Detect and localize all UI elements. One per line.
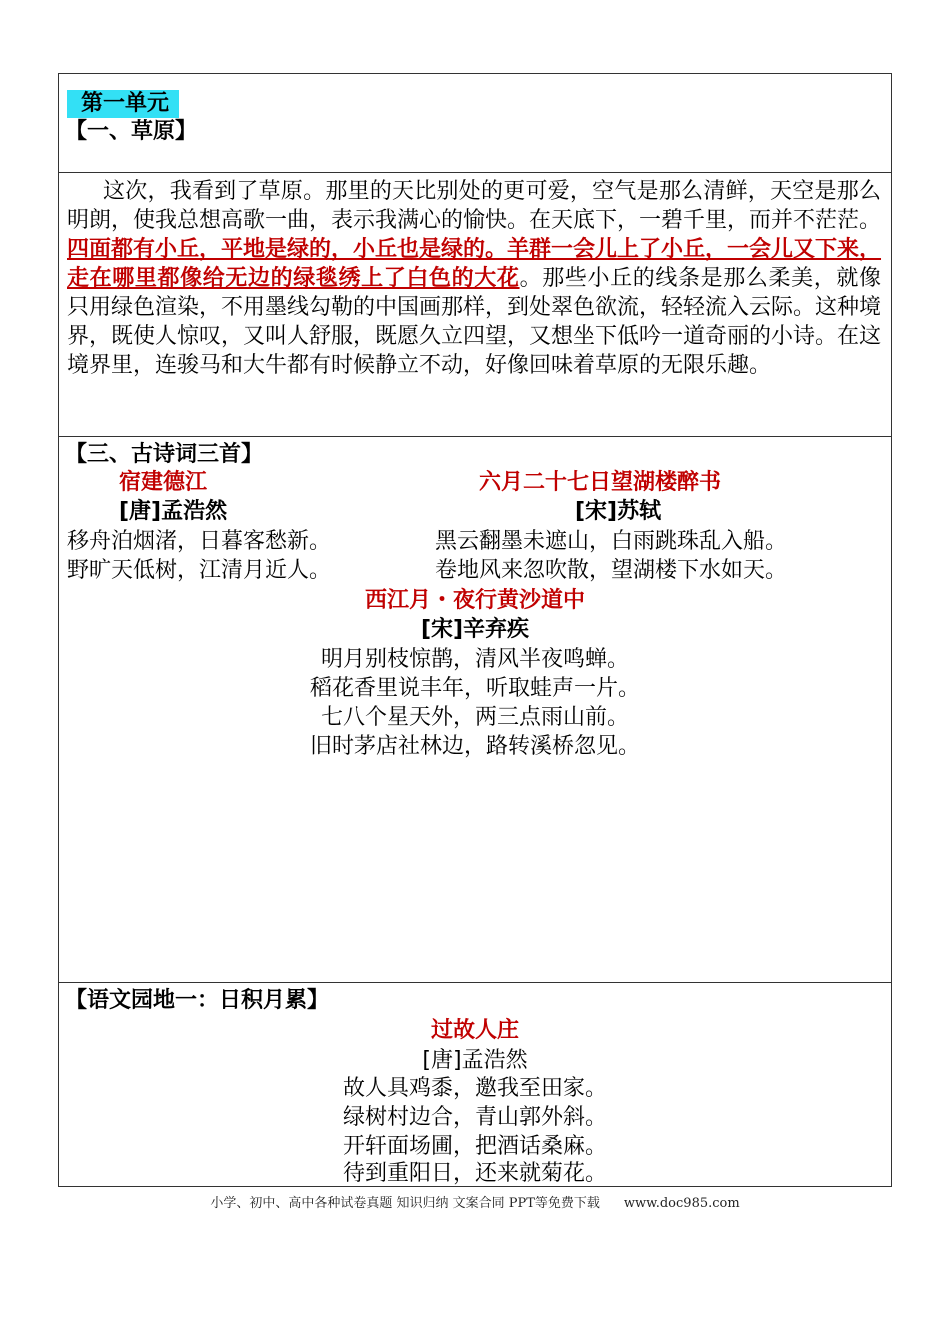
- content-table: [58, 73, 892, 1187]
- poem-author: [宋]辛弃疾: [420, 617, 530, 642]
- section-heading-poems: 【三、古诗词三首】: [65, 442, 264, 467]
- garden-cell: [59, 983, 891, 1186]
- unit-title: 第一单元: [67, 90, 179, 118]
- poem-title: 过故人庄: [430, 1018, 519, 1043]
- section-heading-prairie: 【一、草原】: [65, 119, 198, 144]
- poem-author: [宋]苏轼: [575, 499, 662, 524]
- poems-cell: [59, 437, 891, 983]
- passage-highlight: 四面都有小丘，平地是绿的，小丘也是绿的。羊群一会儿上了小丘，一会儿又下来，走在哪里都像给无边的绿毯绣上了白色的大花: [67, 237, 882, 291]
- prairie-text-cell: [59, 173, 891, 437]
- poem-line: 故人具鸡黍，邀我至田家。: [342, 1076, 607, 1101]
- poem-title: 西江月・夜行黄沙道中: [364, 588, 585, 613]
- poem-line: 移舟泊烟渚，日暮客愁新。: [67, 529, 332, 554]
- poem-line: 开轩面场圃，把酒话桑麻。: [342, 1134, 607, 1159]
- poem-line: 七八个星天外，两三点雨山前。: [320, 705, 629, 730]
- poem-line: 明月别枝惊鹊，清风半夜鸣蝉。: [320, 647, 629, 672]
- page-footer: [0, 1192, 950, 1211]
- header-cell: [59, 74, 891, 173]
- poem-author: [唐]孟浩然: [119, 499, 228, 524]
- passage-text-before: 这次，我看到了草原。那里的天比别处的更可爱，空气是那么清鲜，天空是那么明朗，使我总想高歌一曲，表示我满心的愉快。在天底下，一碧千里，而并不茫茫。: [67, 179, 882, 233]
- poem-line: 待到重阳日，还来就菊花。: [342, 1161, 607, 1186]
- poem-line: 黑云翻墨未遮山，白雨跳珠乱入船。: [435, 529, 788, 554]
- section-heading-garden: 【语文园地一：日积月累】: [65, 988, 330, 1013]
- poem-author: [唐]孟浩然: [422, 1048, 528, 1073]
- poem-line: 稻花香里说丰年，听取蛙声一片。: [309, 676, 640, 701]
- footer-text: 小学、初中、高中各种试卷真题 知识归纳 文案合同 PPT等免费下载: [210, 1196, 600, 1211]
- poem-line: 旧时茅店社林边，路转溪桥忽见。: [309, 734, 640, 759]
- footer-url[interactable]: www.doc985.com: [623, 1196, 740, 1211]
- poem-title: 宿建德江: [119, 470, 208, 495]
- poem-title: 六月二十七日望湖楼醉书: [479, 470, 722, 495]
- poem-line: 卷地风来忽吹散，望湖楼下水如天。: [435, 558, 788, 583]
- passage-text-after: 。那些小丘的线条是那么柔美，就像只用绿色渲染，不用墨线勾勒的中国画那样，到处翠色欲流，轻轻流入云际。这种境界，既使人惊叹，又叫人舒服，既愿久立四望，又想坐下低吟一道奇丽的小诗。在这境界里，连骏马和大牛都有时候静立不动，好像回味着草原的无限乐趣。: [67, 266, 882, 378]
- poem-line: 野旷天低树，江清月近人。: [67, 558, 332, 583]
- poem-line: 绿树村边合，青山郭外斜。: [342, 1105, 607, 1130]
- prairie-passage: [67, 177, 881, 380]
